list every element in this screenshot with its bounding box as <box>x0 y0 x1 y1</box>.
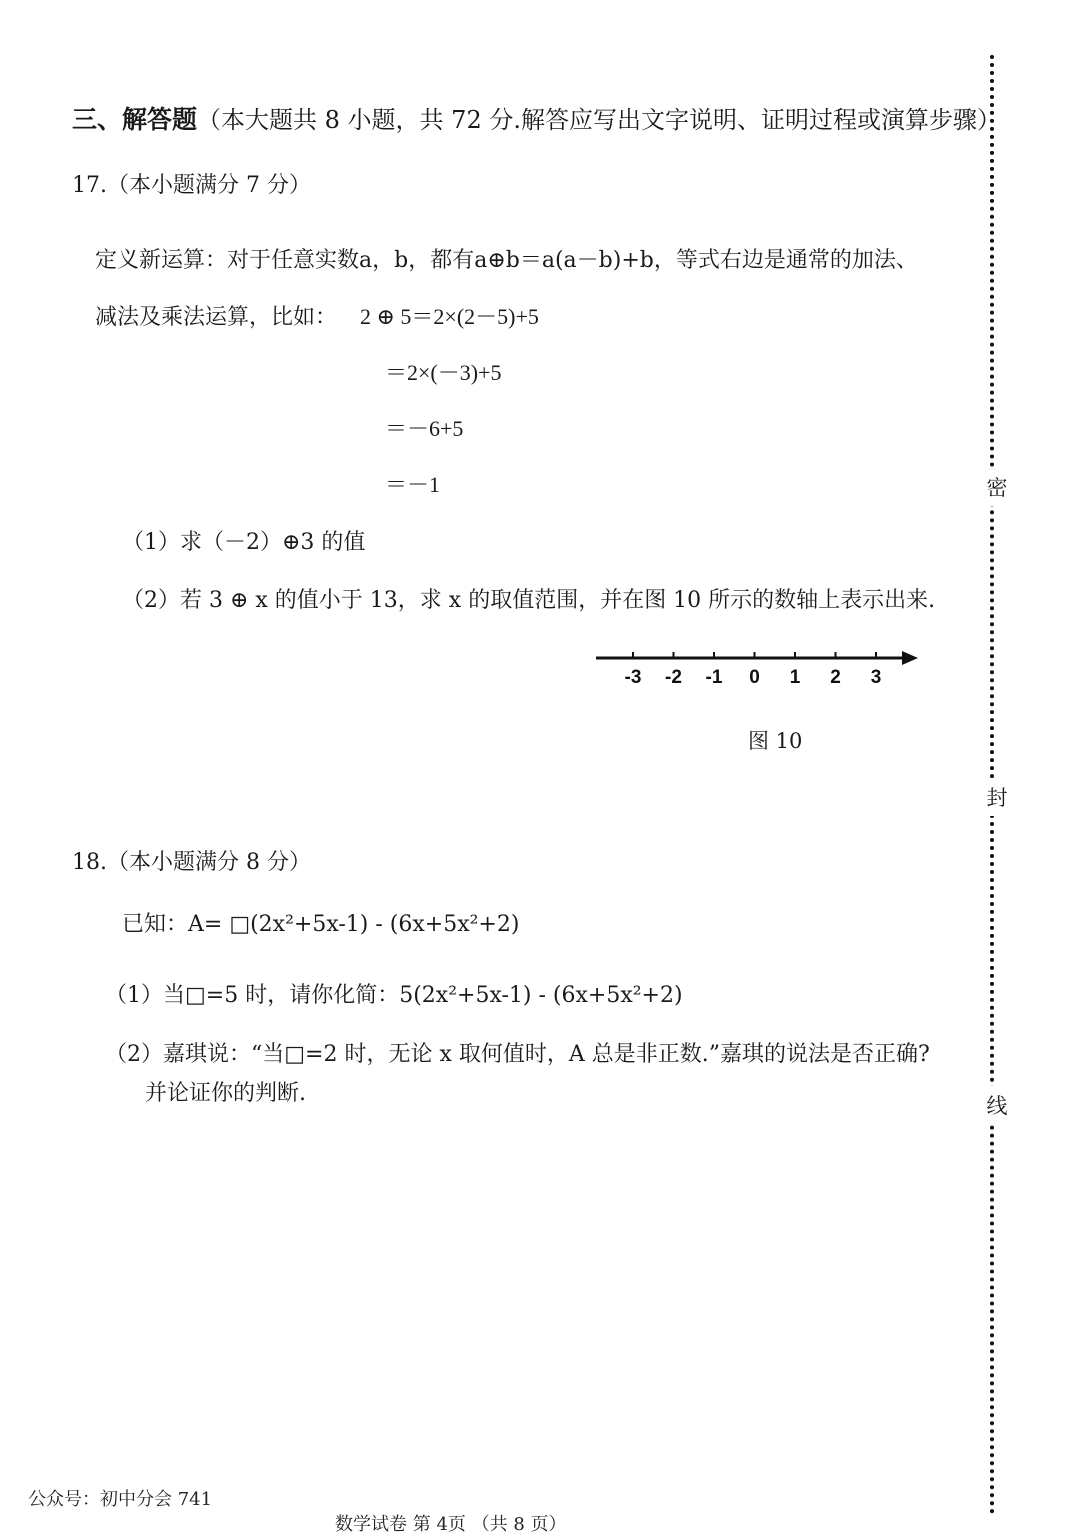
seal-char-xian: 线 <box>984 1086 1010 1124</box>
number-line-tick-label: 0 <box>749 667 760 688</box>
footer-watermark: 公众号：初中分会 741 <box>28 1489 213 1510</box>
q17-definition-line2: 减法及乘法运算，比如： <box>95 305 338 330</box>
seal-char-feng: 封 <box>984 778 1010 816</box>
q17-heading: 17.（本小题满分 7 分） <box>72 173 311 198</box>
q18-given: 已知：A= □(2x²+5x-1) - (6x+5x²+2) <box>122 912 520 937</box>
section-title: 三、解答题 <box>72 105 198 134</box>
number-line-arrow-icon <box>902 651 918 665</box>
q17-example-eq2: ＝2×(－3)+5 <box>385 360 502 385</box>
q17-example-eq4: ＝－1 <box>385 472 441 497</box>
number-line-figure <box>590 635 930 695</box>
seal-char-mi: 密 <box>984 468 1010 506</box>
q17-part1: （1）求（－2）⊕3 的值 <box>122 530 366 555</box>
number-line-tick-label: 1 <box>789 667 801 688</box>
q18-part2-line1: （2）嘉琪说：“当□=2 时，无论 x 取何值时，A 总是非正数.”嘉琪的说法是否正确? <box>105 1042 930 1067</box>
number-line-tick-label: 2 <box>830 667 841 688</box>
section-description: （本大题共 8 小题，共 72 分.解答应写出文字说明、证明过程或演算步骤） <box>197 106 1001 134</box>
footer-page-number: 数学试卷 第 4页 （共 8 页） <box>335 1514 567 1535</box>
figure-caption: 图 10 <box>748 729 803 753</box>
q17-example-eq3: ＝－6+5 <box>385 416 464 441</box>
q18-part2-line2: 并论证你的判断. <box>145 1081 306 1106</box>
section-title-row <box>72 100 1001 136</box>
q17-definition-line1: 定义新运算：对于任意实数a，b，都有a⊕b＝a(a－b)+b，等式右边是通常的加法、 <box>95 248 918 273</box>
number-line-tick-label: -1 <box>705 667 723 688</box>
number-line-tick-label: -3 <box>624 667 642 688</box>
q18-part1: （1）当□=5 时，请你化简：5(2x²+5x-1) - (6x+5x²+2) <box>105 983 683 1008</box>
q17-part2: （2）若 3 ⊕ x 的值小于 13，求 x 的取值范围，并在图 10 所示的数轴上表示出来. <box>122 588 936 613</box>
q18-heading: 18.（本小题满分 8 分） <box>72 850 311 875</box>
number-line-tick-label: 3 <box>870 667 882 688</box>
q17-example-eq1: 2 ⊕ 5＝2×(2－5)+5 <box>360 304 539 329</box>
number-line-tick-label: -2 <box>665 667 682 688</box>
